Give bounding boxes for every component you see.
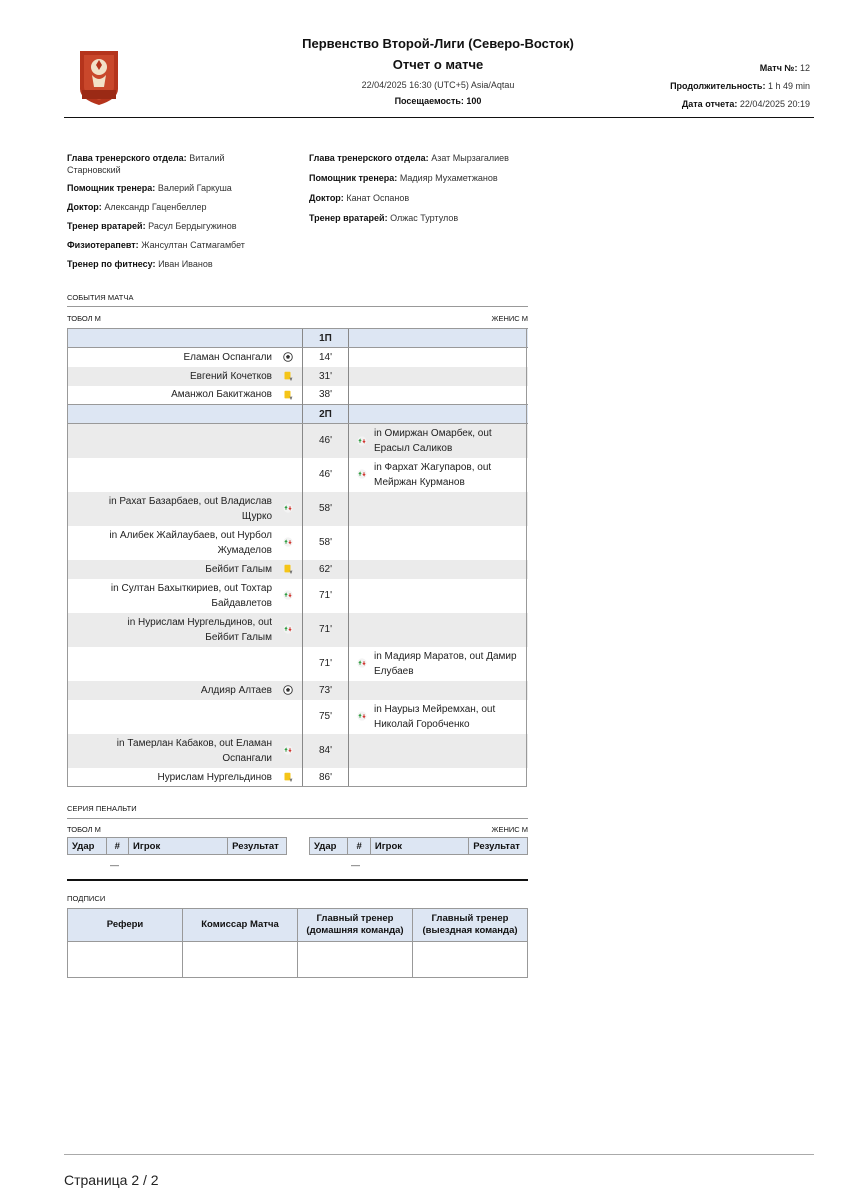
away-event-icon-cell — [349, 386, 375, 405]
event-description: in Омиржан Омарбек, out Ерасыл Саликов — [374, 427, 492, 454]
home-event-icon-cell — [274, 348, 303, 367]
event-description: in Алибек Жайлаубаев, out Нурбол Жумаделов — [109, 529, 272, 556]
event-minute: 46' — [303, 424, 349, 458]
away-event-cell — [374, 492, 528, 526]
event-description: in Тамерлан Кабаков, out Еламан Оспангали — [116, 737, 272, 764]
event-minute: 71' — [303, 613, 349, 647]
staff-item: Глава тренерского отдела: Виталий Старновский — [67, 153, 225, 175]
event-minute: 86' — [303, 768, 349, 787]
away-event-cell — [374, 424, 528, 458]
event-description: in Фархат Жагупаров, out Мейржан Курманов — [374, 461, 492, 488]
away-event-icon-cell — [349, 647, 375, 681]
signature-home-coach-cell — [298, 942, 413, 978]
penalties-section-title: СЕРИЯ ПЕНАЛЬТИ — [67, 804, 137, 813]
event-row — [67, 348, 528, 367]
staff-item: Физиотерапевт: Жансултан Сатмагамбет — [67, 240, 245, 250]
home-staff — [67, 152, 267, 270]
match-duration — [670, 81, 810, 91]
away-event-cell — [374, 613, 528, 647]
events-section-divider — [67, 306, 528, 307]
away-event-icon-cell — [349, 734, 375, 768]
report-date-value: 22/04/2025 20:19 — [739, 99, 810, 109]
home-event-icon-cell — [274, 613, 303, 647]
staff-item: Доктор: Александр Гаценбеллер — [67, 202, 207, 212]
event-row — [67, 647, 528, 681]
event-minute: 75' — [303, 700, 349, 734]
event-description: in Наурыз Мейремхан, out Николай Горобченко — [374, 703, 496, 730]
away-event-icon-cell — [349, 768, 375, 787]
home-event-icon-cell — [274, 526, 303, 560]
staff-item: Тренер вратарей: Олжас Туртулов — [309, 213, 459, 223]
away-event-cell — [374, 348, 528, 367]
signature-away-coach-header: Главный тренер (выездная команда) — [413, 909, 528, 942]
period-label: 2П — [303, 405, 349, 424]
home-event-cell — [67, 526, 274, 560]
table-header-row — [310, 838, 528, 855]
away-event-cell — [374, 768, 528, 787]
event-row — [67, 700, 528, 734]
away-event-cell — [374, 560, 528, 579]
page-number: Страница 2 / 2 — [64, 1172, 159, 1188]
home-event-icon-cell — [274, 386, 303, 405]
away-event-cell — [374, 579, 528, 613]
event-minute: 31' — [303, 367, 349, 386]
home-event-cell — [67, 560, 274, 579]
home-event-cell — [67, 647, 274, 681]
period-header-row — [67, 329, 528, 348]
report-date — [682, 99, 810, 109]
penalties-home-team: ТОБОЛ М — [67, 825, 101, 834]
period-spacer — [349, 329, 375, 348]
event-description: Алдияр Алтаев — [200, 684, 272, 696]
signatures-table — [67, 908, 528, 978]
table-header-row — [68, 838, 287, 855]
home-event-icon-cell — [274, 560, 303, 579]
home-event-icon-cell — [274, 424, 303, 458]
home-event-cell — [67, 700, 274, 734]
col-player: Игрок — [129, 838, 228, 855]
home-event-icon-cell — [274, 367, 303, 386]
away-event-icon-cell — [349, 367, 375, 386]
home-event-cell — [67, 348, 274, 367]
staff-item: Помощник тренера: Валерий Гаркуша — [67, 183, 232, 193]
penalties-section-divider — [67, 818, 528, 819]
event-description: Бейбит Галым — [205, 563, 272, 575]
event-row — [67, 458, 528, 492]
away-event-icon-cell — [349, 526, 375, 560]
away-penalties-table — [309, 837, 528, 855]
event-row — [67, 386, 528, 405]
period-spacer — [374, 405, 528, 424]
substitution-icon — [357, 469, 367, 479]
home-event-cell — [67, 492, 274, 526]
match-number-label: Матч №: — [759, 63, 798, 73]
match-datetime: 22/04/2025 16:30 (UTC+5) Asia/Aqtau — [361, 80, 515, 90]
penalties-away-team: ЖЕНИС М — [491, 825, 528, 834]
home-event-cell — [67, 734, 274, 768]
away-event-cell — [374, 458, 528, 492]
event-minute: 58' — [303, 526, 349, 560]
away-event-icon-cell — [349, 613, 375, 647]
signature-home-coach-header: Главный тренер (домашняя команда) — [298, 909, 413, 942]
col-kick: Удар — [68, 838, 107, 855]
event-minute: 71' — [303, 647, 349, 681]
period-spacer — [374, 329, 528, 348]
event-row — [67, 424, 528, 458]
home-event-cell — [67, 681, 274, 700]
signature-commissioner-header: Комиссар Матча — [183, 909, 298, 942]
events-away-team: ЖЕНИС М — [491, 314, 528, 323]
substitution-icon — [283, 503, 293, 513]
substitution-icon — [283, 624, 293, 634]
col-result: Результат — [228, 838, 287, 855]
signatures-body-row — [68, 942, 528, 978]
event-description: Еламан Оспангали — [183, 351, 272, 363]
match-number — [760, 63, 810, 73]
event-description: Аманжол Бакитжанов — [171, 389, 272, 401]
col-player: Игрок — [370, 838, 468, 855]
home-event-icon-cell — [274, 492, 303, 526]
report-date-label: Дата отчета: — [681, 99, 738, 109]
home-event-icon-cell — [274, 647, 303, 681]
event-row — [67, 526, 528, 560]
substitution-icon — [357, 658, 367, 668]
attendance-value: 100 — [466, 96, 482, 106]
away-event-cell — [374, 681, 528, 700]
event-minute: 62' — [303, 560, 349, 579]
goal-ball-icon — [283, 352, 293, 362]
home-event-icon-cell — [274, 458, 303, 492]
substitution-icon — [283, 745, 293, 755]
event-minute: 14' — [303, 348, 349, 367]
away-staff — [309, 152, 569, 224]
signature-commissioner-cell — [183, 942, 298, 978]
event-minute: 73' — [303, 681, 349, 700]
attendance-label: Посещаемость: — [394, 96, 464, 106]
event-minute: 46' — [303, 458, 349, 492]
away-event-icon-cell — [349, 424, 375, 458]
event-minute: 58' — [303, 492, 349, 526]
home-event-cell — [67, 458, 274, 492]
col-number: # — [348, 838, 370, 855]
home-event-icon-cell — [274, 768, 303, 787]
home-penalties-table — [67, 837, 287, 855]
event-description: in Рахат Базарбаев, out Владислав Щурко — [108, 495, 272, 522]
yellow-card-icon — [283, 371, 293, 381]
away-event-cell — [374, 734, 528, 768]
away-event-icon-cell — [349, 492, 375, 526]
signatures-section-title: ПОДПИСИ — [67, 894, 106, 903]
away-event-cell — [374, 647, 528, 681]
event-row — [67, 681, 528, 700]
report-title: Отчет о матче — [392, 57, 484, 72]
staff-item: Тренер вратарей: Расул Бердыгужинов — [67, 221, 237, 231]
event-description: in Мадияр Маратов, out Дамир Елубаев — [374, 650, 517, 677]
period-spacer — [67, 329, 274, 348]
event-row — [67, 613, 528, 647]
header-divider — [64, 117, 814, 118]
event-row — [67, 367, 528, 386]
events-table — [67, 328, 528, 787]
goal-ball-icon — [283, 685, 293, 695]
away-penalties-empty: — — [351, 860, 360, 870]
event-minute: 38' — [303, 386, 349, 405]
event-description: in Султан Бахыткириев, out Тохтар Байдавлетов — [110, 582, 272, 609]
event-description: Нурислам Нургельдинов — [157, 771, 272, 783]
substitution-icon — [357, 436, 367, 446]
home-event-cell — [67, 424, 274, 458]
competition-title: Первенство Второй-Лиги (Северо-Восток) — [302, 36, 574, 51]
away-event-icon-cell — [349, 348, 375, 367]
penalties-bottom-rule — [67, 879, 528, 881]
away-event-cell — [374, 700, 528, 734]
event-row — [67, 768, 528, 787]
staff-item: Тренер по фитнесу: Иван Иванов — [67, 259, 213, 269]
col-number: # — [106, 838, 128, 855]
away-event-icon-cell — [349, 579, 375, 613]
yellow-card-icon — [283, 390, 293, 400]
match-number-value: 12 — [799, 63, 810, 73]
home-event-icon-cell — [274, 734, 303, 768]
event-description: in Нурислам Нургельдинов, out Бейбит Галым — [127, 616, 272, 643]
staff-item: Помощник тренера: Мадияр Мухаметжанов — [309, 173, 498, 183]
signature-referee-header: Рефери — [68, 909, 183, 942]
home-event-cell — [67, 386, 274, 405]
yellow-card-icon — [283, 772, 293, 782]
period-label: 1П — [303, 329, 349, 348]
period-header-row — [67, 405, 528, 424]
duration-label: Продолжительность: — [670, 81, 766, 91]
col-result: Результат — [469, 838, 528, 855]
away-event-cell — [374, 526, 528, 560]
period-spacer — [67, 405, 274, 424]
signatures-header-row — [68, 909, 528, 942]
away-event-icon-cell — [349, 681, 375, 700]
period-spacer — [274, 405, 303, 424]
events-home-team: ТОБОЛ М — [67, 314, 101, 323]
col-kick: Удар — [310, 838, 348, 855]
event-row — [67, 734, 528, 768]
staff-item: Доктор: Канат Оспанов — [309, 193, 410, 203]
substitution-icon — [283, 590, 293, 600]
duration-value: 1 h 49 min — [767, 81, 810, 91]
away-event-icon-cell — [349, 560, 375, 579]
event-description: Евгений Кочетков — [190, 370, 272, 382]
period-spacer — [349, 405, 375, 424]
away-event-cell — [374, 386, 528, 405]
yellow-card-icon — [283, 564, 293, 574]
home-event-cell — [67, 367, 274, 386]
home-event-icon-cell — [274, 681, 303, 700]
event-row — [67, 560, 528, 579]
substitution-icon — [357, 711, 367, 721]
event-minute: 84' — [303, 734, 349, 768]
home-event-cell — [67, 579, 274, 613]
home-event-cell — [67, 613, 274, 647]
away-event-icon-cell — [349, 700, 375, 734]
home-event-icon-cell — [274, 579, 303, 613]
away-event-cell — [374, 367, 528, 386]
events-section-title: СОБЫТИЯ МАТЧА — [67, 293, 134, 302]
footer-divider — [64, 1154, 814, 1155]
home-event-cell — [67, 768, 274, 787]
signature-referee-cell — [68, 942, 183, 978]
substitution-icon — [283, 537, 293, 547]
event-row — [67, 579, 528, 613]
period-spacer — [274, 329, 303, 348]
home-penalties-empty: — — [110, 860, 119, 870]
home-event-icon-cell — [274, 700, 303, 734]
signature-away-coach-cell — [413, 942, 528, 978]
event-row — [67, 492, 528, 526]
away-event-icon-cell — [349, 458, 375, 492]
staff-item: Глава тренерского отдела: Азат Мырзагалиев — [309, 153, 509, 163]
event-minute: 71' — [303, 579, 349, 613]
